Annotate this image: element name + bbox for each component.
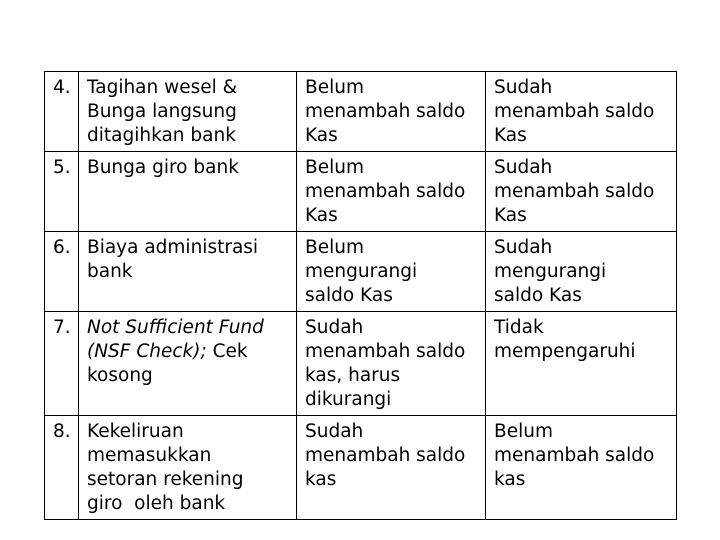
bank-status-cell (297, 232, 486, 312)
book-status-cell (486, 72, 677, 152)
row-number: 7. (45, 312, 79, 416)
bank-status-line: Sudah (305, 421, 364, 442)
item-text-line: kosong (87, 365, 153, 386)
bank-status-line: menambah saldo (305, 341, 466, 362)
item-text-line: Biaya administrasi (87, 237, 259, 258)
row-number: 6. (45, 232, 79, 312)
item-text-line: Bunga langsung (87, 101, 237, 122)
bank-status-line: Kas (305, 125, 338, 146)
book-status-line: menambah saldo (494, 101, 655, 122)
book-status-line: Sudah (494, 157, 553, 178)
book-status-line: Belum (494, 421, 553, 442)
item-text-line: Bunga giro bank (87, 157, 239, 178)
bank-status-line: kas (305, 469, 337, 490)
table-row (45, 416, 677, 520)
row-number: 8. (45, 416, 79, 520)
item-description-cell (79, 72, 297, 152)
table-row (45, 232, 677, 312)
item-text-line: memasukkan (87, 445, 212, 466)
bank-status-line: Kas (305, 205, 338, 226)
item-description-cell (79, 232, 297, 312)
bank-status-line: menambah saldo (305, 101, 466, 122)
bank-status-cell (297, 72, 486, 152)
item-text-line: Tagihan wesel & (87, 77, 238, 98)
item-text-line (87, 340, 290, 364)
table-row (45, 312, 677, 416)
row-number: 5. (45, 152, 79, 232)
book-status-cell (486, 232, 677, 312)
item-description-cell (79, 152, 297, 232)
bank-status-line: Belum (305, 157, 364, 178)
item-text-line: ditagihkan bank (87, 125, 236, 146)
item-text-line: setoran rekening (87, 469, 244, 490)
item-text-line: Kekeliruan (87, 421, 184, 442)
book-status-line: kas (494, 469, 526, 490)
bank-status-line: Belum (305, 237, 364, 258)
bank-status-line: kas, harus (305, 365, 401, 386)
book-status-line: Kas (494, 125, 527, 146)
table-row (45, 152, 677, 232)
bank-status-line: Belum (305, 77, 364, 98)
bank-status-line: Sudah (305, 317, 364, 338)
book-status-cell (486, 152, 677, 232)
bank-status-cell (297, 312, 486, 416)
bank-status-cell (297, 152, 486, 232)
book-status-line: Tidak (494, 317, 544, 338)
book-status-line: Kas (494, 205, 527, 226)
bank-status-cell (297, 416, 486, 520)
row-number: 4. (45, 72, 79, 152)
reconciliation-table (44, 71, 677, 520)
book-status-line: mempengaruhi (494, 341, 636, 362)
book-status-line: menambah saldo (494, 445, 655, 466)
book-status-line: mengurangi (494, 261, 607, 282)
table-row (45, 72, 677, 152)
item-text-line: Not Sufficient Fund (87, 317, 264, 338)
item-description-cell (79, 416, 297, 520)
bank-status-line: mengurangi (305, 261, 418, 282)
item-description-cell (79, 312, 297, 416)
bank-status-line: menambah saldo (305, 445, 466, 466)
book-status-line: Sudah (494, 237, 553, 258)
book-status-cell (486, 312, 677, 416)
item-text-plain: Cek (206, 341, 248, 362)
item-text-line: bank (87, 261, 133, 282)
book-status-cell (486, 416, 677, 520)
bank-status-line: saldo Kas (305, 285, 393, 306)
item-text-italic: (NSF Check); (87, 341, 207, 362)
item-text-line: giro oleh bank (87, 493, 226, 514)
bank-status-line: menambah saldo (305, 181, 466, 202)
book-status-line: saldo Kas (494, 285, 582, 306)
book-status-line: menambah saldo (494, 181, 655, 202)
bank-status-line: dikurangi (305, 389, 392, 410)
book-status-line: Sudah (494, 77, 553, 98)
